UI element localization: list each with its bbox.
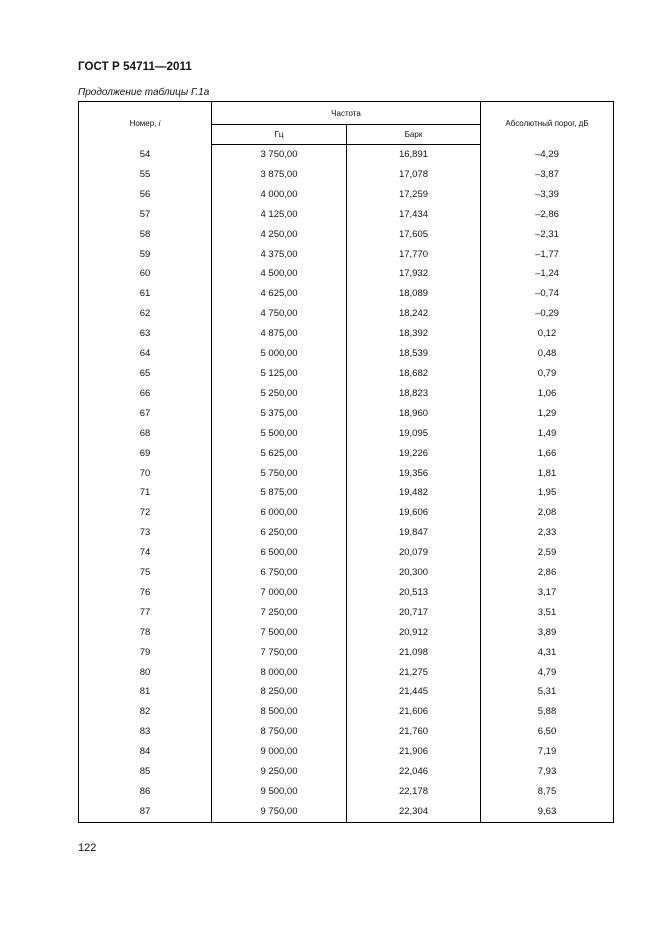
cell-number: 79 [79,643,212,663]
cell-threshold: 3,17 [481,583,614,603]
cell-threshold: 1,06 [481,384,614,404]
table-row [79,185,614,205]
cell-frequency-bark: 22,046 [347,762,481,782]
table-row [79,145,614,165]
cell-frequency-bark: 16,891 [347,145,481,165]
cell-number: 64 [79,344,212,364]
table-row [79,404,614,424]
cell-threshold: –1,24 [481,264,614,284]
cell-frequency-hz: 7 250,00 [212,603,347,623]
cell-frequency-hz: 6 000,00 [212,503,347,523]
cell-number: 66 [79,384,212,404]
cell-frequency-hz: 8 250,00 [212,682,347,702]
table-row [79,722,614,742]
cell-number: 74 [79,543,212,563]
cell-frequency-bark: 22,304 [347,802,481,822]
table-row [79,245,614,265]
cell-frequency-hz: 5 625,00 [212,444,347,464]
cell-frequency-hz: 9 000,00 [212,742,347,762]
cell-threshold: 4,31 [481,643,614,663]
cell-frequency-bark: 18,242 [347,304,481,324]
cell-threshold: 7,93 [481,762,614,782]
cell-threshold: 2,08 [481,503,614,523]
cell-threshold: –2,86 [481,205,614,225]
table-row [79,165,614,185]
table-body [79,145,614,823]
cell-threshold: 2,33 [481,523,614,543]
table-row [79,304,614,324]
cell-frequency-bark: 21,445 [347,682,481,702]
cell-frequency-bark: 21,906 [347,742,481,762]
header-bark: Барк [347,125,481,145]
cell-number: 87 [79,802,212,822]
cell-frequency-hz: 8 750,00 [212,722,347,742]
cell-frequency-bark: 20,513 [347,583,481,603]
cell-number: 67 [79,404,212,424]
cell-threshold: –1,77 [481,245,614,265]
cell-number: 75 [79,563,212,583]
cell-frequency-bark: 17,605 [347,225,481,245]
cell-frequency-hz: 4 750,00 [212,304,347,324]
cell-frequency-bark: 22,178 [347,782,481,802]
cell-frequency-bark: 18,392 [347,324,481,344]
cell-frequency-bark: 18,960 [347,404,481,424]
cell-number: 70 [79,464,212,484]
cell-threshold: 1,29 [481,404,614,424]
table-row [79,384,614,404]
cell-threshold: 5,88 [481,702,614,722]
cell-frequency-bark: 19,847 [347,523,481,543]
cell-frequency-bark: 21,098 [347,643,481,663]
cell-threshold: 2,59 [481,543,614,563]
cell-frequency-bark: 18,089 [347,284,481,304]
cell-number: 58 [79,225,212,245]
table-row [79,503,614,523]
cell-threshold: 1,95 [481,483,614,503]
cell-threshold: 8,75 [481,782,614,802]
index-symbol: i [158,118,161,128]
cell-number: 72 [79,503,212,523]
cell-number: 73 [79,523,212,543]
table-row [79,483,614,503]
cell-frequency-hz: 5 875,00 [212,483,347,503]
table-row [79,583,614,603]
table-row [79,424,614,444]
cell-threshold: –0,74 [481,284,614,304]
cell-frequency-bark: 21,275 [347,663,481,683]
cell-frequency-hz: 3 875,00 [212,165,347,185]
cell-threshold: 0,79 [481,364,614,384]
cell-threshold: –3,39 [481,185,614,205]
cell-threshold: 3,51 [481,603,614,623]
cell-frequency-bark: 19,095 [347,424,481,444]
cell-frequency-hz: 4 125,00 [212,205,347,225]
cell-frequency-hz: 4 500,00 [212,264,347,284]
header-number [79,102,212,145]
cell-threshold: –0,29 [481,304,614,324]
cell-number: 59 [79,245,212,265]
cell-threshold: 4,79 [481,663,614,683]
cell-number: 82 [79,702,212,722]
cell-frequency-hz: 7 000,00 [212,583,347,603]
cell-number: 57 [79,205,212,225]
cell-threshold: 2,86 [481,563,614,583]
table-row [79,284,614,304]
cell-number: 56 [79,185,212,205]
cell-frequency-bark: 17,259 [347,185,481,205]
cell-number: 69 [79,444,212,464]
table-caption: Продолжение таблицы Г.1а [78,87,210,98]
cell-number: 85 [79,762,212,782]
header-threshold: Абсолютный порог, дБ [481,102,614,145]
cell-frequency-bark: 18,823 [347,384,481,404]
cell-frequency-hz: 5 000,00 [212,344,347,364]
cell-frequency-hz: 7 500,00 [212,623,347,643]
cell-threshold: 5,31 [481,682,614,702]
header-frequency: Частота [212,102,481,125]
cell-number: 68 [79,424,212,444]
cell-frequency-bark: 21,760 [347,722,481,742]
cell-number: 76 [79,583,212,603]
cell-threshold: 1,49 [481,424,614,444]
cell-threshold: 3,89 [481,623,614,643]
cell-number: 81 [79,682,212,702]
table-row [79,543,614,563]
cell-threshold: –4,29 [481,145,614,165]
cell-frequency-hz: 4 875,00 [212,324,347,344]
cell-frequency-bark: 19,356 [347,464,481,484]
cell-frequency-hz: 3 750,00 [212,145,347,165]
cell-number: 65 [79,364,212,384]
cell-frequency-hz: 6 750,00 [212,563,347,583]
cell-frequency-bark: 19,482 [347,483,481,503]
table-row [79,603,614,623]
table-row [79,782,614,802]
table-row [79,464,614,484]
cell-frequency-bark: 20,300 [347,563,481,583]
cell-frequency-hz: 4 375,00 [212,245,347,265]
table-row [79,643,614,663]
cell-threshold: 0,48 [481,344,614,364]
cell-frequency-bark: 20,079 [347,543,481,563]
table-row [79,702,614,722]
cell-number: 80 [79,663,212,683]
cell-frequency-hz: 8 500,00 [212,702,347,722]
table-row [79,802,614,822]
cell-frequency-hz: 8 000,00 [212,663,347,683]
table-row [79,324,614,344]
cell-frequency-hz: 6 500,00 [212,543,347,563]
cell-number: 54 [79,145,212,165]
cell-threshold: 7,19 [481,742,614,762]
cell-frequency-bark: 17,434 [347,205,481,225]
cell-frequency-hz: 9 250,00 [212,762,347,782]
cell-threshold: 9,63 [481,802,614,822]
cell-frequency-hz: 5 125,00 [212,364,347,384]
page-number: 122 [78,842,97,854]
table-row [79,444,614,464]
cell-number: 78 [79,623,212,643]
cell-number: 63 [79,324,212,344]
cell-threshold: –2,31 [481,225,614,245]
table-row [79,225,614,245]
table-row [79,264,614,284]
table-row [79,623,614,643]
cell-threshold: 6,50 [481,722,614,742]
cell-frequency-bark: 17,078 [347,165,481,185]
cell-threshold: 1,81 [481,464,614,484]
cell-frequency-hz: 9 750,00 [212,802,347,822]
cell-number: 55 [79,165,212,185]
table-row [79,364,614,384]
cell-frequency-bark: 18,682 [347,364,481,384]
cell-threshold: 0,12 [481,324,614,344]
cell-threshold: –3,87 [481,165,614,185]
cell-frequency-hz: 7 750,00 [212,643,347,663]
data-table-container [78,101,613,823]
cell-frequency-bark: 21,606 [347,702,481,722]
cell-number: 77 [79,603,212,623]
cell-number: 61 [79,284,212,304]
cell-frequency-hz: 4 000,00 [212,185,347,205]
cell-frequency-hz: 5 375,00 [212,404,347,424]
cell-threshold: 1,66 [481,444,614,464]
header-number-label: Номер, i [129,118,161,128]
cell-frequency-hz: 5 750,00 [212,464,347,484]
table-row [79,205,614,225]
cell-frequency-hz: 5 250,00 [212,384,347,404]
cell-frequency-bark: 19,606 [347,503,481,523]
table-row [79,344,614,364]
header-hz: Гц [212,125,347,145]
table-row [79,682,614,702]
cell-frequency-bark: 19,226 [347,444,481,464]
cell-frequency-hz: 4 250,00 [212,225,347,245]
cell-number: 71 [79,483,212,503]
table-row [79,762,614,782]
cell-number: 62 [79,304,212,324]
document-header: ГОСТ Р 54711—2011 [78,61,192,73]
table-row [79,563,614,583]
cell-frequency-hz: 5 500,00 [212,424,347,444]
cell-number: 84 [79,742,212,762]
cell-frequency-hz: 9 500,00 [212,782,347,802]
cell-frequency-bark: 18,539 [347,344,481,364]
cell-number: 60 [79,264,212,284]
cell-frequency-bark: 20,717 [347,603,481,623]
table-row [79,523,614,543]
cell-number: 83 [79,722,212,742]
table-row [79,742,614,762]
cell-frequency-hz: 4 625,00 [212,284,347,304]
table-row [79,663,614,683]
cell-frequency-bark: 20,912 [347,623,481,643]
cell-frequency-hz: 6 250,00 [212,523,347,543]
cell-frequency-bark: 17,932 [347,264,481,284]
data-table [78,101,614,823]
cell-frequency-bark: 17,770 [347,245,481,265]
cell-number: 86 [79,782,212,802]
